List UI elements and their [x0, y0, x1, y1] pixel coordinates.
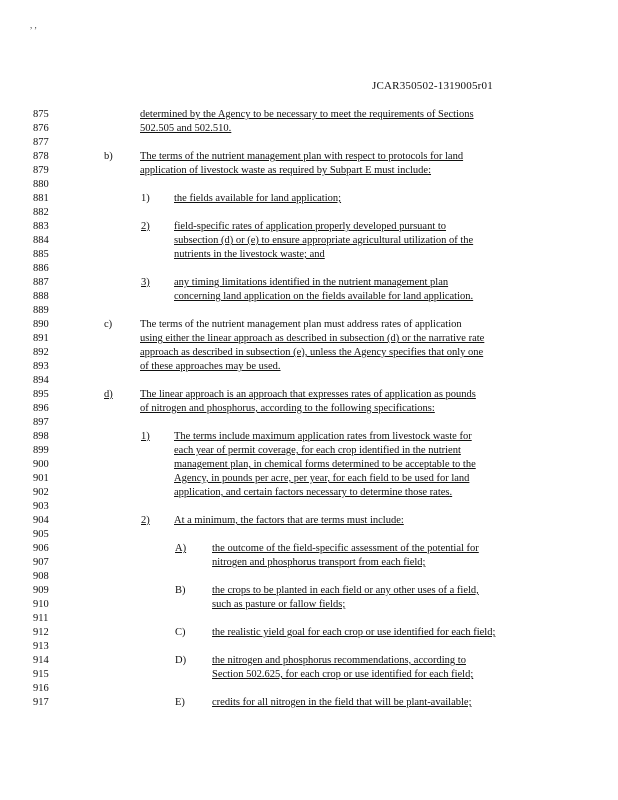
text-line: The terms include maximum application rates from livestock waste for	[174, 431, 472, 442]
subsection-label: 1)	[141, 431, 150, 442]
text-line: Agency, in pounds per acre, per year, for each field to be used for land	[174, 473, 470, 484]
line-number: 876	[33, 123, 49, 134]
line-number: 875	[33, 109, 49, 120]
text-line: Section 502.625, for each crop or use identified for each field;	[212, 669, 474, 680]
line-number: 890	[33, 319, 49, 330]
line-number: 910	[33, 599, 49, 610]
line-number: 878	[33, 151, 49, 162]
text-line: concerning land application on the fields available for land application.	[174, 291, 474, 302]
text-line: The linear approach is an approach that expresses rates of application as pounds	[140, 389, 476, 400]
text-line: the outcome of the field-specific assessment of the potential for	[212, 543, 479, 554]
text-line: the crops to be planted in each field or any other uses of a field,	[212, 585, 479, 596]
subsection-label: E)	[175, 697, 185, 708]
subsection-label: C)	[175, 627, 186, 638]
subsection-label: D)	[175, 655, 187, 666]
document-header-id: JCAR350502-1319005r01	[372, 80, 493, 92]
line-number: 914	[33, 655, 49, 666]
line-number: 908	[33, 571, 49, 582]
line-number: 881	[33, 193, 49, 204]
text-line: At a minimum, the factors that are terms must include:	[174, 515, 404, 526]
text-line: application of livestock waste as required by Subpart E must include:	[140, 165, 432, 176]
text-line: the fields available for land application;	[174, 193, 342, 204]
line-number: 912	[33, 627, 49, 638]
line-number: 879	[33, 165, 49, 176]
text-line: each year of permit coverage, for each crop identified in the nutrient	[174, 445, 461, 456]
line-number: 906	[33, 543, 49, 554]
line-number: 880	[33, 179, 49, 190]
text-line: subsection (d) or (e) to ensure appropriate agricultural utilization of the	[174, 235, 474, 246]
text-line: the realistic yield goal for each crop or use identified for each field;	[212, 627, 496, 638]
text-line: management plan, in chemical forms determined to be acceptable to the	[174, 459, 476, 470]
subsection-label: B)	[175, 585, 186, 596]
text-line: of these approaches may be used.	[140, 361, 281, 372]
line-number: 909	[33, 585, 49, 596]
line-number: 889	[33, 305, 49, 316]
text-line: credits for all nitrogen in the field that will be plant-available;	[212, 697, 472, 708]
line-number: 905	[33, 529, 49, 540]
line-number: 903	[33, 501, 49, 512]
text-line: nutrients in the livestock waste; and	[174, 249, 325, 260]
line-number: 895	[33, 389, 49, 400]
line-number: 901	[33, 473, 49, 484]
subsection-label: 1)	[141, 193, 150, 204]
text-line: of nitrogen and phosphorus, according to the following specifications:	[140, 403, 435, 414]
line-number: 907	[33, 557, 49, 568]
line-number: 887	[33, 277, 49, 288]
line-number: 883	[33, 221, 49, 232]
line-number: 877	[33, 137, 49, 148]
text-line: any timing limitations identified in the nutrient management plan	[174, 277, 449, 288]
line-number: 917	[33, 697, 49, 708]
line-number: 894	[33, 375, 49, 386]
text-line: nitrogen and phosphorus transport from each field;	[212, 557, 426, 568]
line-number: 904	[33, 515, 49, 526]
line-number: 916	[33, 683, 49, 694]
line-number: 897	[33, 417, 49, 428]
text-line: 502.505 and 502.510.	[140, 123, 232, 134]
line-number: 896	[33, 403, 49, 414]
text-line: the nitrogen and phosphorus recommendations, according to	[212, 655, 466, 666]
text-line: The terms of the nutrient management plan with respect to protocols for land	[140, 151, 464, 162]
text-line: The terms of the nutrient management plan must address rates of application	[140, 319, 462, 330]
subsection-label: 2)	[141, 515, 150, 526]
line-number: 886	[33, 263, 49, 274]
text-line: such as pasture or fallow fields;	[212, 599, 346, 610]
line-number: 891	[33, 333, 49, 344]
text-line: application, and certain factors necessary to determine those rates.	[174, 487, 453, 498]
subsection-label: A)	[175, 543, 187, 554]
subsection-label: b)	[104, 151, 113, 162]
text-line: using either the linear approach as described in subsection (d) or the narrative rate	[140, 333, 485, 344]
text-line: field-specific rates of application properly developed pursuant to	[174, 221, 447, 232]
line-number: 898	[33, 431, 49, 442]
text-line: determined by the Agency to be necessary to meet the requirements of Sections	[140, 109, 474, 120]
line-number: 900	[33, 459, 49, 470]
line-number: 913	[33, 641, 49, 652]
subsection-label: 2)	[141, 221, 150, 232]
line-number: 888	[33, 291, 49, 302]
subsection-label: d)	[104, 389, 113, 400]
subsection-label: 3)	[141, 277, 150, 288]
scan-specks: , ,	[30, 20, 37, 30]
line-number: 882	[33, 207, 49, 218]
line-number: 884	[33, 235, 49, 246]
line-number: 911	[33, 613, 49, 624]
line-number: 892	[33, 347, 49, 358]
line-number: 885	[33, 249, 49, 260]
line-number: 915	[33, 669, 49, 680]
text-line: approach as described in subsection (e), unless the Agency specifies that only one	[140, 347, 484, 358]
subsection-label: c)	[104, 319, 113, 330]
line-number: 893	[33, 361, 49, 372]
line-number: 899	[33, 445, 49, 456]
line-number: 902	[33, 487, 49, 498]
